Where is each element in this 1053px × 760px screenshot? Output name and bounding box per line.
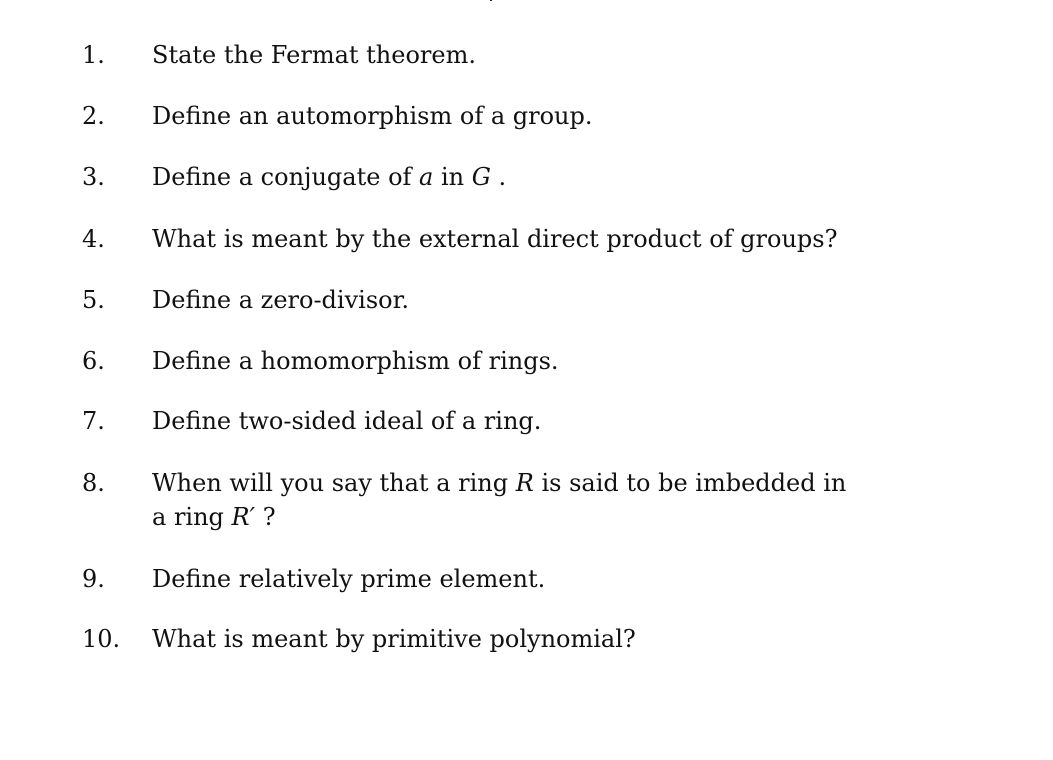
question-number: 1. — [82, 41, 105, 69]
question-item-10 — [82, 622, 636, 656]
question-text: What is meant by the external direct product of groups? — [152, 225, 838, 253]
question-item-6 — [82, 344, 559, 378]
question-text — [152, 160, 506, 194]
question-item-1 — [82, 38, 476, 72]
text-segment: a ring — [152, 503, 232, 531]
question-item-4 — [82, 222, 837, 256]
question-text: Define a homomorphism of rings. — [152, 347, 559, 375]
question-text — [152, 466, 982, 534]
question-item-3 — [82, 160, 506, 194]
question-item-8 — [82, 466, 982, 534]
question-text: State the Fermat theorem. — [152, 41, 476, 69]
question-number: 10. — [82, 625, 121, 653]
question-number: 6. — [82, 347, 105, 375]
math-variable-R-prime: R′ — [231, 503, 256, 531]
math-variable-a: a — [419, 163, 434, 191]
question-text: Define an automorphism of a group. — [152, 102, 593, 130]
question-text: What is meant by primitive polynomial? — [152, 625, 636, 653]
text-segment: Define a conjugate of — [152, 163, 420, 191]
text-segment: ? — [255, 503, 276, 531]
question-text: Define two-sided ideal of a ring. — [152, 407, 542, 435]
question-number: 2. — [82, 102, 105, 130]
math-variable-G: G — [471, 163, 491, 191]
text-segment: . — [490, 163, 507, 191]
question-number: 7. — [82, 407, 105, 435]
question-text: Define a zero-divisor. — [152, 286, 410, 314]
text-segment: is said to be imbedded in — [533, 469, 847, 497]
question-number: 8. — [82, 469, 105, 497]
top-margin-mark — [490, 0, 492, 1]
question-number: 9. — [82, 565, 105, 593]
question-item-2 — [82, 99, 593, 133]
question-number: 5. — [82, 286, 105, 314]
question-text: Define relatively prime element. — [152, 565, 546, 593]
text-segment: in — [433, 163, 472, 191]
question-text-line-1 — [152, 469, 846, 497]
question-text-line-2 — [152, 500, 982, 534]
question-item-9 — [82, 562, 545, 596]
question-number: 4. — [82, 225, 105, 253]
question-number: 3. — [82, 163, 105, 191]
math-variable-R: R — [515, 469, 534, 497]
question-item-5 — [82, 283, 409, 317]
text-segment: When will you say that a ring — [152, 469, 516, 497]
question-item-7 — [82, 404, 541, 438]
